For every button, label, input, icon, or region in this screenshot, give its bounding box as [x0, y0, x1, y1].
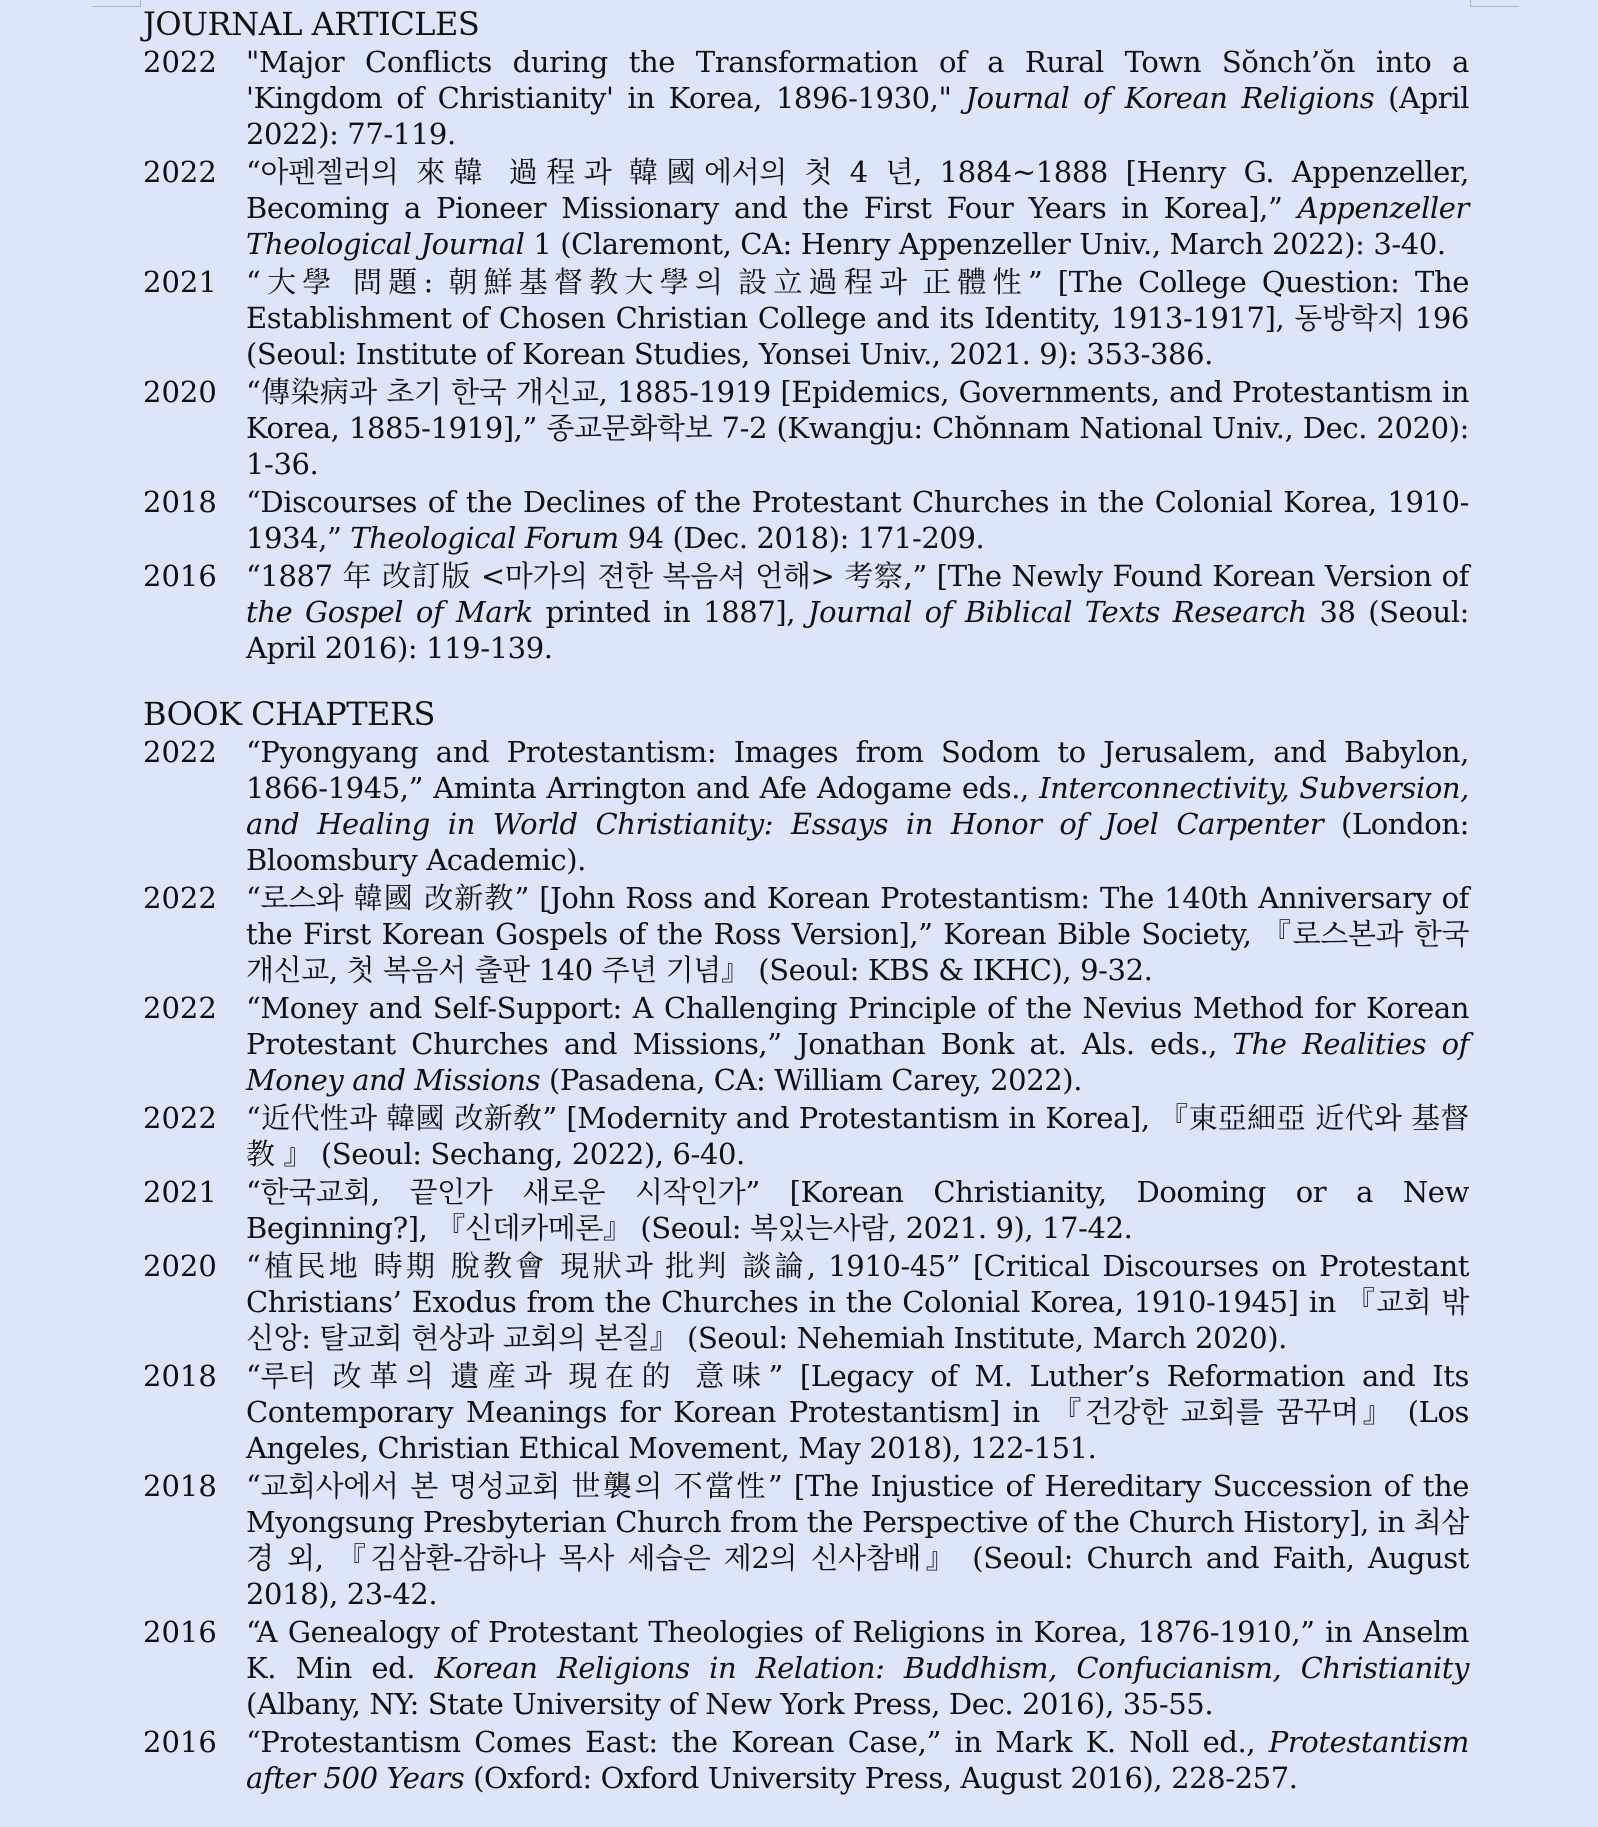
publication-year: 2022: [143, 45, 217, 79]
citation-text: “Money and Self-Support: A Challenging Principle of the Nevius Method for Korean Protestant Churches and Missions,” Jonathan Bonk at. Als. eds.,: [246, 991, 1469, 1061]
publication-year: 2020: [143, 375, 217, 409]
publication-citation: [246, 558, 1469, 666]
section-gap: [143, 666, 1469, 696]
publication-citation: [246, 154, 1469, 262]
publication-year: 2018: [143, 1469, 217, 1503]
citation-text: “大學 問題: 朝鮮基督教大學의 設立過程과 正體性” [The College Question: The Establishment of Chosen Christian College and its Identity, 1913-1917], 동방학지 196 (Seoul: Institute of Korean Studies, Yonsei Univ., 2021. 9): 353-386.: [246, 265, 1469, 371]
citation-text: (Albany, NY: State University of New York Press, Dec. 2016), 35-55.: [246, 1687, 1214, 1721]
publication-citation: [246, 1468, 1469, 1612]
publication-year: 2022: [143, 881, 217, 915]
publication-entry: [143, 1724, 1469, 1796]
citation-text: 94 (Dec. 2018): 171-209.: [618, 521, 985, 555]
citation-text: printed in 1887],: [532, 595, 808, 629]
publication-entry: [143, 1614, 1469, 1722]
citation-title-italic: Appenzeller Theological Journal: [246, 191, 1469, 261]
publication-citation: [246, 484, 1469, 556]
publication-year: 2016: [143, 1615, 217, 1649]
citation-text: (Oxford: Oxford University Press, August 2016), 228-257.: [464, 1761, 1298, 1795]
publication-entry: [143, 1174, 1469, 1246]
publication-year: 2022: [143, 155, 217, 189]
publication-citation: [246, 990, 1469, 1098]
document-body: [143, 6, 1469, 1796]
publication-year: 2022: [143, 991, 217, 1025]
citation-title-italic: Journal of Korean Religions: [965, 81, 1375, 115]
publication-year: 2022: [143, 1101, 217, 1135]
publication-entry: [143, 880, 1469, 988]
citation-title-italic: Theological Forum: [350, 521, 619, 555]
publication-entry: [143, 44, 1469, 152]
publication-entry: [143, 1248, 1469, 1356]
publication-citation: [246, 1100, 1469, 1172]
publication-citation: [246, 1174, 1469, 1246]
citation-text: “傳染病과 초기 한국 개신교, 1885-1919 [Epidemics, Governments, and Protestantism in Korea, 1885-1919],” 종교문화학보 7-2 (Kwangju: Chŏnnam National Univ., Dec. 2020): 1-36.: [246, 375, 1469, 481]
publication-year: 2018: [143, 1359, 217, 1393]
publication-entry: [143, 484, 1469, 556]
citation-title-italic: the Gospel of Mark: [246, 595, 533, 629]
citation-text: 38 (Seoul: April 2016): 119-139.: [246, 595, 1469, 665]
citation-text: “A Genealogy of Protestant Theologies of Religions in Korea, 1876-1910,” in Anselm K. Min ed.: [246, 1615, 1469, 1685]
citation-text: (Pasadena, CA: William Carey, 2022).: [540, 1063, 1083, 1097]
publication-citation: [246, 734, 1469, 878]
citation-text: “한국교회, 끝인가 새로운 시작인가” [Korean Christianity, Dooming or a New Beginning?], 『신데카메론』 (Seoul: 복있는사람, 2021. 9), 17-42.: [246, 1175, 1469, 1245]
publication-citation: [246, 1724, 1469, 1796]
citation-text: “Protestantism Comes East: the Korean Case,” in Mark K. Noll ed.,: [246, 1725, 1269, 1759]
publication-entry: [143, 1468, 1469, 1612]
citation-text: “Pyongyang and Protestantism: Images from Sodom to Jerusalem, and Babylon, 1866-1945,” Aminta Arrington and Afe Adogame eds.,: [246, 735, 1469, 805]
citation-text: “Discourses of the Declines of the Protestant Churches in the Colonial Korea, 1910-1934,”: [246, 485, 1469, 555]
publication-year: 2021: [143, 265, 217, 299]
publication-citation: [246, 374, 1469, 482]
section-heading: BOOK CHAPTERS: [143, 695, 435, 733]
publication-year: 2020: [143, 1249, 217, 1283]
citation-title-italic: Korean Religions in Relation: Buddhism, Confucianism, Christianity: [434, 1651, 1469, 1685]
citation-text: “近代性과 韓國 改新敎” [Modernity and Protestantism in Korea], 『東亞細亞 近代와 基督教 』 (Seoul: Sechang, 2022), 6-40.: [246, 1101, 1469, 1171]
publication-entry: [143, 264, 1469, 372]
publication-citation: [246, 880, 1469, 988]
citation-text: (London: Bloomsbury Academic).: [246, 807, 1469, 877]
citation-text: “루터 改革의 遺産과 現在的 意味” [Legacy of M. Luther’s Reformation and Its Contemporary Meanings for Korean Protestantism] in 『건강한 교회를 꿈꾸며』 (Los Angeles, Christian Ethical Movement, May 2018), 122-151.: [246, 1359, 1469, 1465]
citation-title-italic: Interconnectivity, Subversion, and Healing in World Christianity: Essays in Honor of Joel Carpenter: [246, 771, 1469, 841]
citation-text: “1887 年 改訂版 <마가의 젼한 복음셔 언해> 考察,” [The Newly Found Korean Version of: [246, 559, 1469, 593]
section-heading: JOURNAL ARTICLES: [143, 5, 480, 43]
citation-text: (April 2022): 77-119.: [246, 81, 1469, 151]
publication-citation: [246, 1248, 1469, 1356]
publication-entry: [143, 734, 1469, 878]
publication-year: 2021: [143, 1175, 217, 1209]
publication-entry: [143, 1358, 1469, 1466]
citation-text: “아펜젤러의 來韓 過程과 韓國에서의 첫 4 년, 1884~1888 [Henry G. Appenzeller, Becoming a Pioneer Missionary and the First Four Years in Korea],”: [246, 155, 1469, 225]
publication-entry: [143, 374, 1469, 482]
citation-text: "Major Conflicts during the Transformation of a Rural Town Sŏnch’ŏn into a 'Kingdom of Christianity' in Korea, 1896-1930,": [246, 45, 1469, 115]
publication-citation: [246, 264, 1469, 372]
publication-year: 2022: [143, 735, 217, 769]
publication-citation: [246, 1358, 1469, 1466]
citation-title-italic: The Realities of Money and Missions: [246, 1027, 1469, 1097]
citation-text: 1 (Claremont, CA: Henry Appenzeller Univ., March 2022): 3-40.: [524, 227, 1446, 261]
citation-title-italic: Journal of Biblical Texts Research: [807, 595, 1307, 629]
page-corner-mark-right: [1470, 0, 1519, 7]
publication-year: 2018: [143, 485, 217, 519]
publication-year: 2016: [143, 559, 217, 593]
page-corner-mark-left: [92, 0, 141, 7]
publication-year: 2016: [143, 1725, 217, 1759]
citation-text: “교회사에서 본 명성교회 世襲의 不當性” [The Injustice of Hereditary Succession of the Myongsung Presbyterian Church from the Perspective of the Church History], in 최삼경 외, 『김삼환-감하나 목사 세습은 제2의 신사참배』 (Seoul: Church and Faith, August 2018), 23-42.: [246, 1469, 1469, 1611]
publication-entry: [143, 990, 1469, 1098]
citation-text: “植民地 時期 脫教會 現狀과 批判 談論, 1910-45” [Critical Discourses on Protestant Christians’ Exodus from the Churches in the Colonial Korea, 1910-1945] in 『교회 밖 신앙: 탈교회 현상과 교회의 본질』 (Seoul: Nehemiah Institute, March 2020).: [246, 1249, 1469, 1355]
publication-citation: [246, 1614, 1469, 1722]
publication-entry: [143, 154, 1469, 262]
citation-title-italic: Protestantism after 500 Years: [246, 1725, 1469, 1795]
publication-entry: [143, 558, 1469, 666]
citation-text: “로스와 韓國 改新教” [John Ross and Korean Protestantism: The 140th Anniversary of the First Korean Gospels of the Ross Version],” Korean Bible Society, 『로스본과 한국 개신교, 첫 복음서 출판 140 주년 기념』 (Seoul: KBS & IKHC), 9-32.: [246, 881, 1469, 987]
publication-citation: [246, 44, 1469, 152]
publication-entry: [143, 1100, 1469, 1172]
